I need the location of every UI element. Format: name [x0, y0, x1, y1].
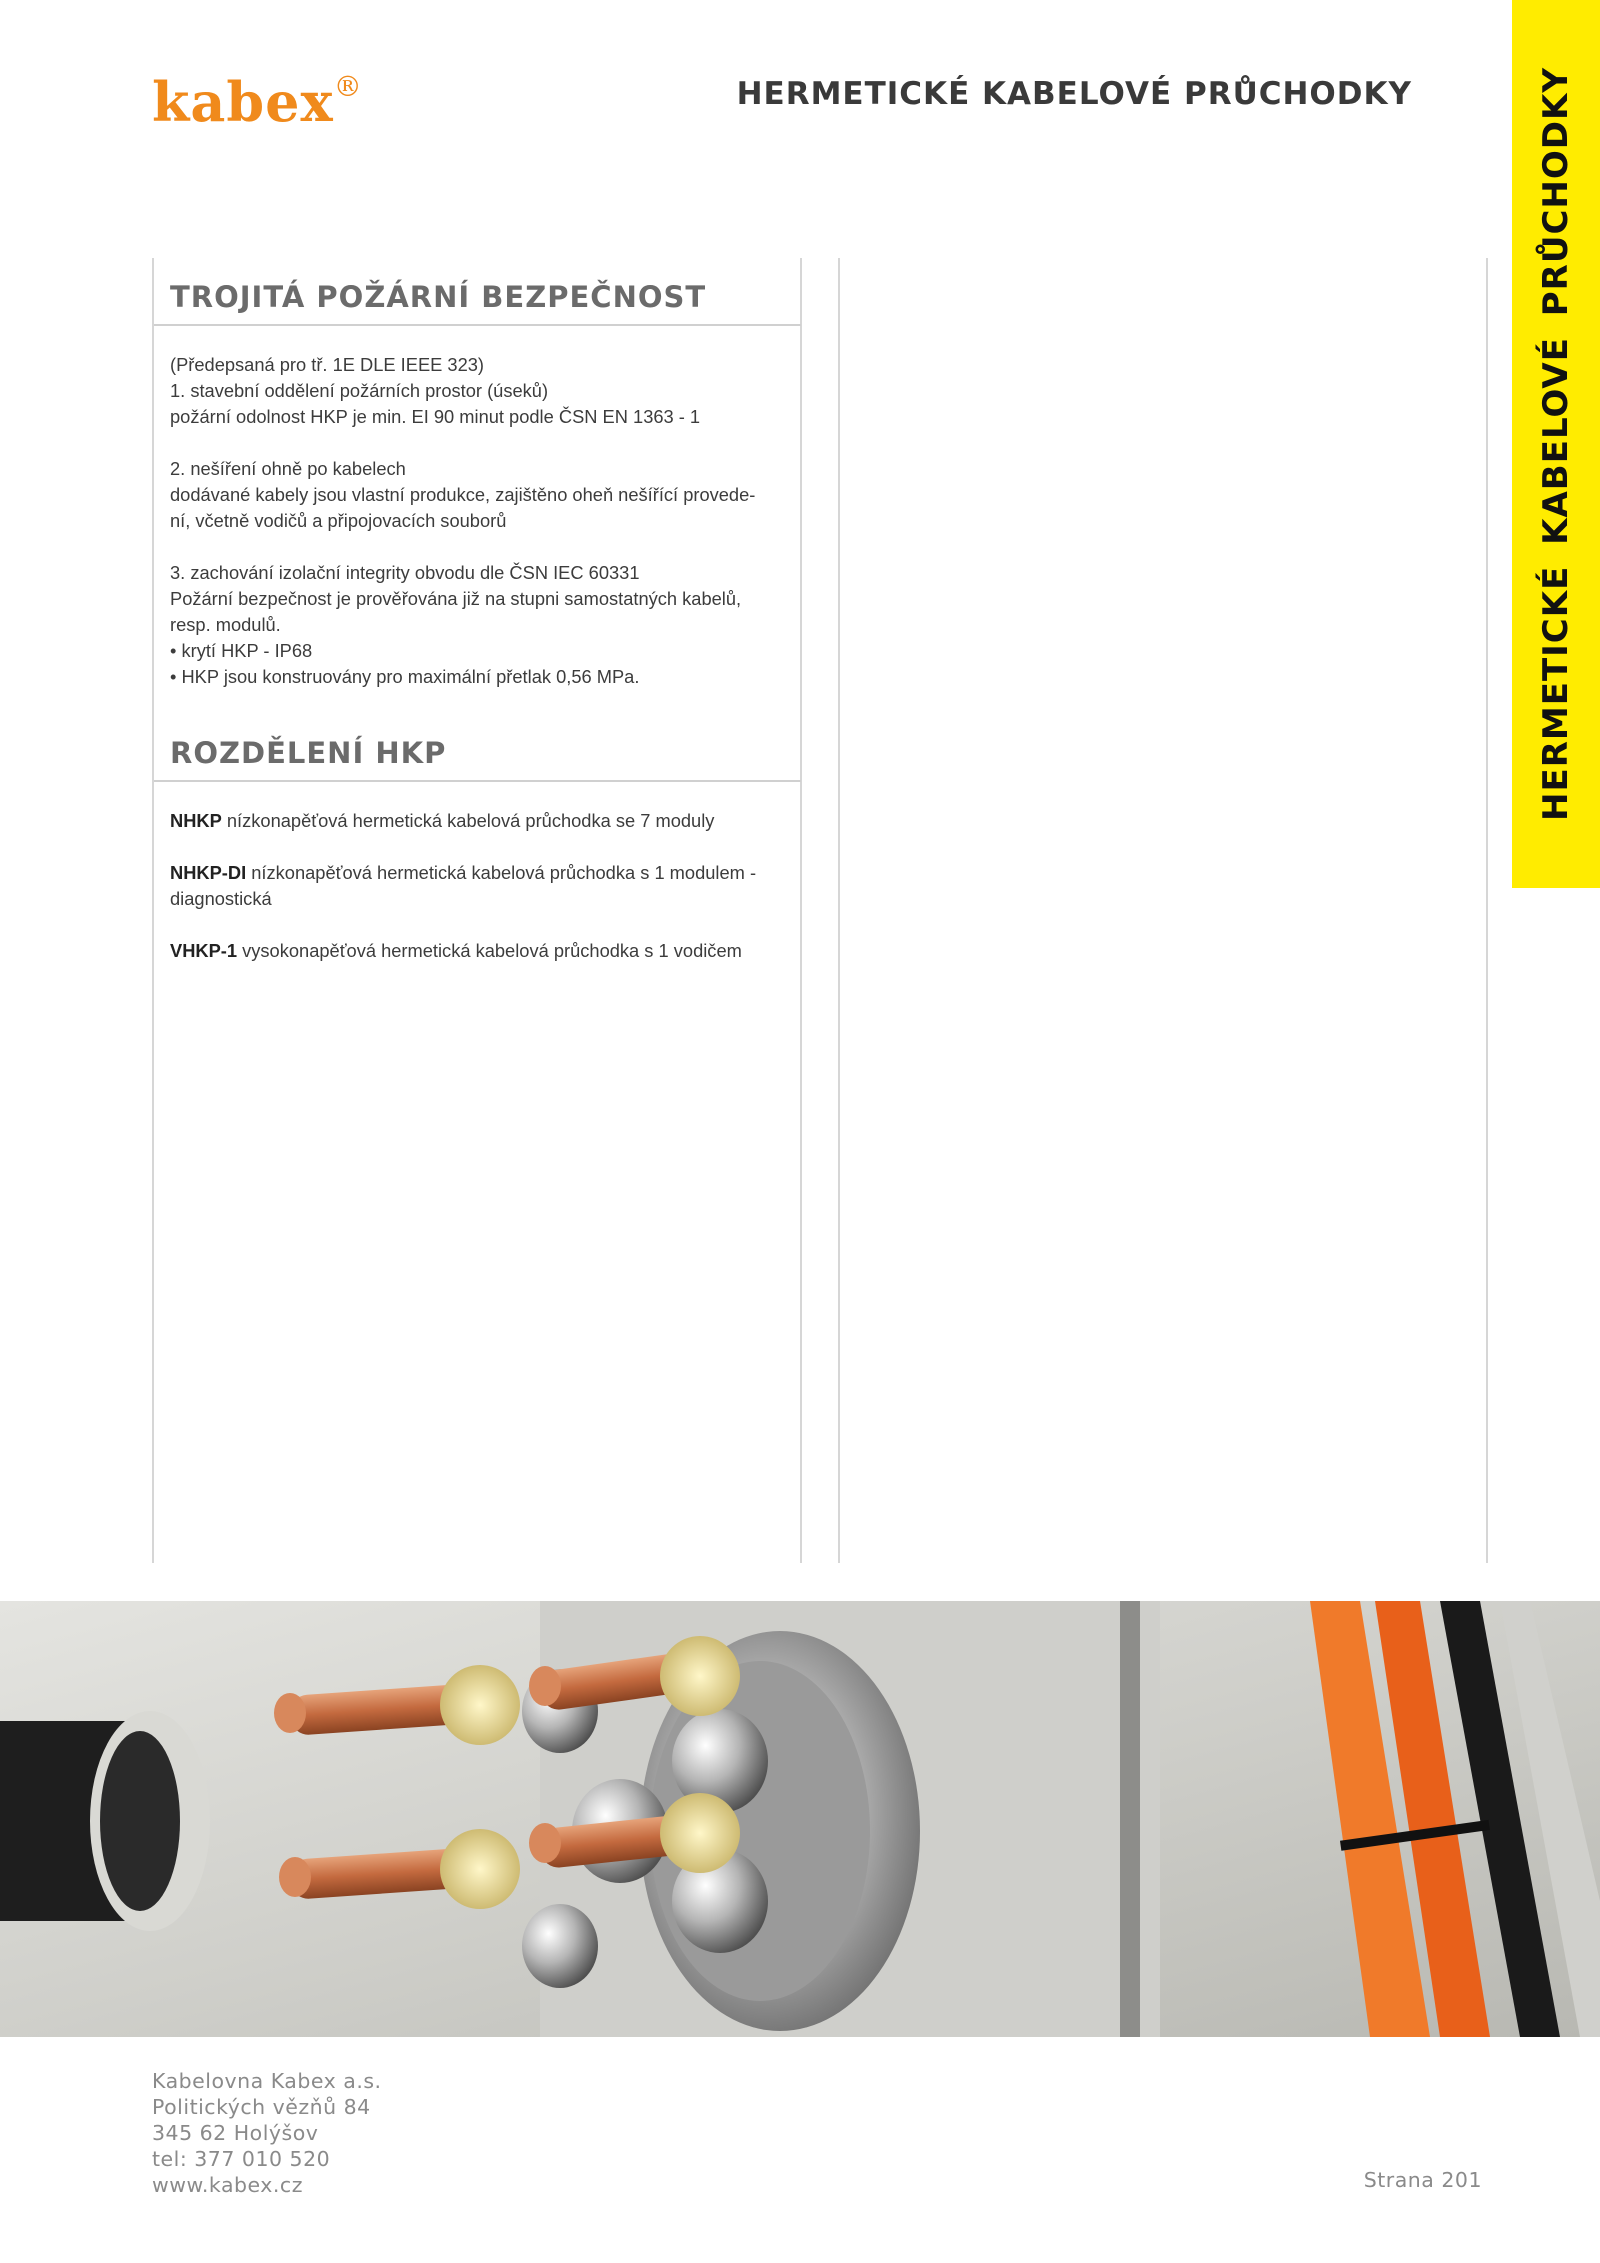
page-header-title: HERMETICKÉ KABELOVÉ PRŮCHODKY — [736, 76, 1412, 112]
paragraph-line: • krytí HKP - IP68 — [170, 640, 313, 661]
section-body-fire-safety — [154, 326, 801, 690]
paragraph-line: 1. stavební oddělení požárních prostor (úseků) — [170, 380, 549, 401]
product-photo — [0, 1601, 1600, 2037]
kabex-logo — [152, 70, 363, 134]
column-divider-right — [1486, 258, 1488, 1563]
hkp-type-item — [170, 808, 801, 834]
hkp-type-item — [170, 938, 801, 964]
section-body-hkp-types — [154, 782, 801, 964]
footer-address — [152, 2068, 382, 2198]
paragraph — [170, 456, 801, 534]
hkp-type-line — [170, 808, 801, 834]
hkp-type-code: VHKP-1 — [170, 940, 238, 961]
hkp-type-description: nízkonapěťová hermetická kabelová průchodka s 1 modulem - — [246, 862, 757, 883]
hkp-type-description: nízkonapěťová hermetická kabelová průchodka se 7 moduly — [221, 810, 715, 831]
footer-address-line: Kabelovna Kabex a.s. — [152, 2069, 382, 2093]
page-number: Strana 201 — [1363, 2168, 1482, 2192]
registered-mark: ® — [333, 70, 363, 103]
footer-address-line: Politických vězňů 84 — [152, 2095, 371, 2119]
footer-address-line: www.kabex.cz — [152, 2173, 303, 2197]
paragraph-line: Požární bezpečnost je prověřována již na stupni samostatných kabelů, — [170, 588, 742, 609]
footer-address-line: tel: 377 010 520 — [152, 2147, 331, 2171]
paragraph-line: požární odolnost HKP je min. EI 90 minut podle ČSN EN 1363 - 1 — [170, 406, 701, 427]
side-tab-label: HERMETICKÉ KABELOVÉ PRŮCHODKY — [1536, 67, 1576, 821]
paragraph — [170, 560, 801, 690]
footer-address-line: 345 62 Holýšov — [152, 2121, 319, 2145]
paragraph-line: dodávané kabely jsou vlastní produkce, zajištěno oheň nešířící provede- — [170, 484, 756, 505]
paragraph-line: • HKP jsou konstruovány pro maximální přetlak 0,56 MPa. — [170, 666, 640, 687]
paragraph-line: 3. zachování izolační integrity obvodu dle ČSN IEC 60331 — [170, 562, 640, 583]
logo-text: kabex — [152, 70, 334, 134]
section-heading-hkp-types: ROZDĚLENÍ HKP — [154, 714, 801, 782]
hkp-type-description: diagnostická — [170, 888, 272, 909]
hkp-type-line — [170, 886, 801, 912]
content-column-left — [154, 258, 801, 964]
hkp-type-line — [170, 860, 801, 886]
hkp-type-code: NHKP — [170, 810, 222, 831]
paragraph-line: resp. modulů. — [170, 614, 281, 635]
side-tab — [1512, 0, 1600, 888]
paragraph — [170, 352, 801, 430]
section-heading-fire-safety: TROJITÁ POŽÁRNÍ BEZPEČNOST — [154, 258, 801, 326]
paragraph-line: ní, včetně vodičů a připojovacích souborů — [170, 510, 507, 531]
paragraph-line: (Předepsaná pro tř. 1E DLE IEEE 323) — [170, 354, 484, 375]
column-divider-middle-b — [838, 258, 840, 1563]
hkp-type-description: vysokonapěťová hermetická kabelová průchodka s 1 vodičem — [237, 940, 742, 961]
hkp-type-item — [170, 860, 801, 912]
hkp-type-code: NHKP-DI — [170, 862, 247, 883]
hkp-type-line — [170, 938, 801, 964]
paragraph-line: 2. nešíření ohně po kabelech — [170, 458, 406, 479]
